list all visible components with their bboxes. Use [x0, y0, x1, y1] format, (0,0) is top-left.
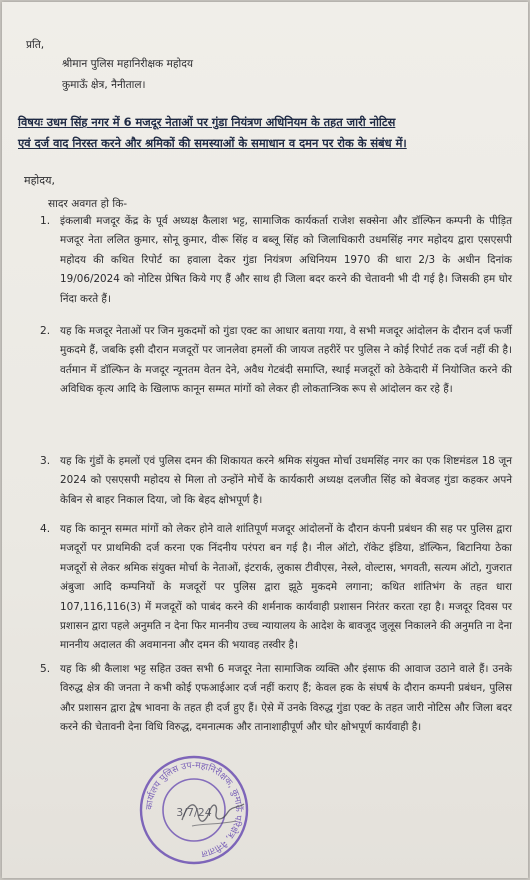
letter-page: [2, 2, 528, 878]
point-text: यह कि मजदूर नेताओं पर जिन मुकदमों को गुंडा एक्ट का आधार बताया गया, वे सभी मजदूर आंदोलन के दौरान दर्ज फर्जी मुकदमे हैं, जबकि इसी दौरान मजदूरों पर जानलेवा हमलों की जायज तहरीरें पर पुलिस ने कोई रिपोर्ट तक दर्ज नहीं की है। वर्तमान में डॉल्फिन के मजदूर न्यूनतम वेतन देने, अवैध गेटबंदी समाप्ति, स्थाई मजदूरों को ठेकेदारी में नियोजित करने की अविधिक कृत्य आदि के खिलाफ कानून सम्मत मांगों को लेकर ही लोकतान्त्रिक रूप से आंदोलन कर रहे हैं।: [60, 325, 512, 396]
salutation: महोदय,: [24, 174, 55, 187]
point-number: 5.: [40, 663, 51, 675]
greeting-line: सादर अवगत हो कि-: [48, 198, 128, 210]
point-number: 4.: [40, 523, 51, 535]
point-text: इंकलाबी मजदूर केंद्र के पूर्व अध्यक्ष कैलाश भट्ट, सामाजिक कार्यकर्ता राजेश सक्सेना और डॉल्फिन कम्पनी के पीड़ित मजदूर नेता ललित कुमार, सोनू कुमार, वीरू सिंह व बब्लू सिंह को जिलाधिकारी उधमसिंह नगर महोदय द्वारा एसएसपी महोदय की कथित रिपोर्ट का हवाला देकर गुंडा नियंत्रण अधिनियम 1970 की धारा 2/3 के अधीन दिनांक 19/06/2024 को नोटिस प्रेषित किये गए हैं और साथ ही जिला बदर करने की चेतावनी भी दी गई है। जिसकी हम घोर निंदा करते हैं।: [60, 215, 512, 305]
point-number: 2.: [40, 325, 51, 337]
stamp-text: कार्यालय पुलिस उप-महानिरीक्षक, कुमाऊँ परिक्षेत्र, नैनीताल: [144, 760, 244, 859]
subject-block: [18, 112, 518, 154]
office-line: कुमाऊँ क्षेत्र, नैनीताल।: [62, 79, 146, 91]
point-text: यह कि श्री कैलाश भट्ट सहित उक्त सभी 6 मजदूर नेता सामाजिक व्यक्ति और इंसाफ की आवाज उठाने वाले हैं। उनके विरुद्ध क्षेत्र की जनता ने कभी कोई एफआईआर दर्ज नहीं कराए हैं; केवल हक के संघर्ष के दौरान कम्पनी प्रबंधन, पुलिस और प्रशासन द्वारा द्वेष भावना के तहत ही दर्ज हुए हैं। ऐसे में उनके विरुद्ध गुंडा एक्ट के तहत जारी नोटिस और जिला बदर करने की चेतावनी देना विधि विरुद्ध, दमनात्मक और तानाशाहीपूर्ण और घोर क्षोभपूर्ण कार्यवाही है।: [60, 663, 512, 734]
point-text: यह कि कानून सम्मत मांगों को लेकर होने वाले शांतिपूर्ण मजदूर आंदोलनों के दौरान कंपनी प्रबंधन की सह पर पुलिस द्वारा मजदूरों पर प्राथमिकी दर्ज करना एक निंदनीय परंपरा बन गई है। नील ऑटो, रॉकेट इंडिया, डॉल्फिन, बिटानिया ठेका मजदूरों से लेकर श्रमिक संयुक्त मोर्चा के नेताओं, इंटरार्क, लुकास टीवीएस, नेस्ले, वोल्टास, भगवती, सत्यम ऑटो, गुजरात अंबुजा आदि कम्पनियों के मजदूरों पर पुलिस द्वारा झूठे मुकदमे लगाना; कथित शांतिभंग के तहत धारा 107,116,116(3) में मजदूरों को पाबंद करने की शर्मनाक कार्यवाही प्रशासन निरंतर करता रहा है। मजदूर दिवस पर प्रशासन द्वारा पहले अनुमति न देना फिर माननीय उच्च न्यायालय के आदेश के बावजूद जुलूस निकालने की अनुमति ना देना माननीय अदालत की अवमानना और दमन की भयावह तस्वीर है।: [60, 523, 512, 652]
recipient-line: श्रीमान पुलिस महानिरीक्षक महोदय: [62, 58, 194, 70]
point-number: 3.: [40, 455, 51, 467]
signature-scribble: [178, 792, 248, 832]
point-text: यह कि गुंडों के हमलों एवं पुलिस दमन की शिकायत करने श्रमिक संयुक्त मोर्चा उधमसिंह नगर का एक शिष्टमंडल 18 जून 2024 को एसएसपी महोदय से मिला तो उन्होंने मोर्चे के कार्यकारी अध्यक्ष दलजीत सिंह को बेवजह गुंडा कहकर अपने केबिन से बाहर निकाल दिया, जो कि बेहद क्षोभपूर्ण है।: [60, 455, 512, 506]
stamp-date: 3/7/24: [176, 806, 212, 819]
subject-line-2: एवं दर्ज वाद निरस्त करने और श्रमिकों की समस्याओं के समाधान व दमन पर रोक के संबंध में।: [18, 136, 407, 150]
subject-line-1: विषयः उधम सिंह नगर में 6 मजदूर नेताओं पर गुंडा नियंत्रण अधिनियम के तहत जारी नोटिस: [18, 115, 396, 129]
point-number: 1.: [40, 215, 51, 227]
prati-label: प्रति,: [26, 39, 45, 51]
